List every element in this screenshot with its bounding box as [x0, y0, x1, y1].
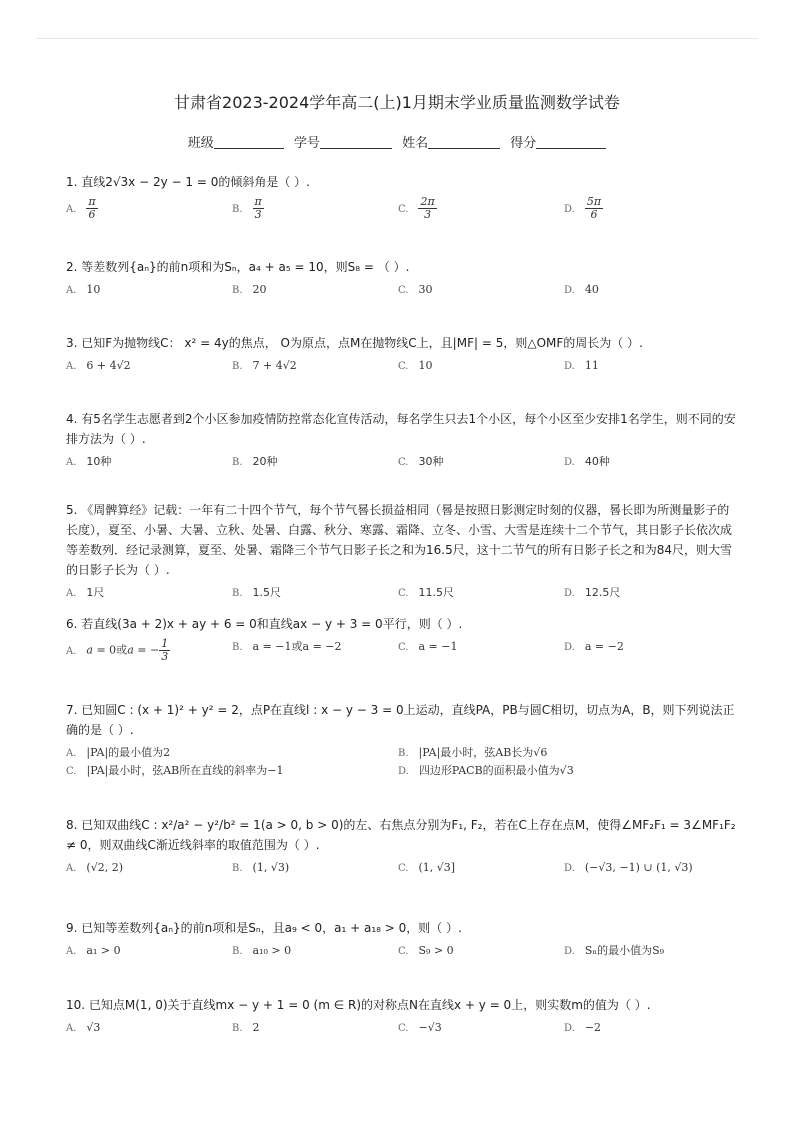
question-stem: 2. 等差数列{aₙ}的前n项和为Sₙ，a₄ + a₅ = 10，则S₈ = （ ）.: [66, 260, 410, 274]
options-row: [66, 859, 736, 879]
option-d[interactable]: D. 40种: [564, 455, 610, 468]
option-c[interactable]: C. $\frac{2\pi}{3}$: [398, 195, 435, 221]
options-row: [66, 942, 736, 962]
option-c[interactable]: C. 30种: [398, 455, 444, 468]
name-blank[interactable]: [428, 148, 500, 149]
option-d[interactable]: D. −2: [564, 1021, 602, 1034]
option-d[interactable]: D. 四边形PACB的面积最小值为√3: [398, 764, 574, 777]
question-7: [66, 700, 736, 784]
option-d[interactable]: D. $\frac{5\pi}{6}$: [564, 195, 602, 221]
option-a[interactable]: A. $\frac{\pi}{6}$: [66, 195, 96, 221]
question-stem: 3. 已知F为抛物线C： x² = 4y的焦点， O为原点，点M在抛物线C上，且|MF| = 5，则△OMF的周长为（ ）.: [66, 336, 643, 350]
question-stem: 10. 已知点M(1, 0)关于直线mx − y + 1 = 0 (m ∈ R)的对称点N在直线x + y = 0上，则实数m的值为（ ）.: [66, 998, 651, 1012]
options-row: [66, 584, 736, 604]
option-a[interactable]: A. 10种: [66, 455, 112, 468]
option-c[interactable]: C. 11.5尺: [398, 586, 454, 599]
option-a[interactable]: A. 10: [66, 283, 101, 296]
option-b[interactable]: B. a = −1或a = −2: [232, 640, 342, 653]
options-grid: [66, 744, 736, 784]
option-b[interactable]: B. 20种: [232, 455, 278, 468]
option-a[interactable]: A. a = 0或a = − $\frac{1}{3}$: [66, 637, 169, 663]
question-stem: 7. 已知圆C : (x + 1)² + y² = 2，点P在直线l : x − y − 3 = 0上运动，直线PA，PB与圆C相切，切点为A，B，则下列说法正确的是（ ）.: [66, 703, 735, 737]
question-stem: 6. 若直线(3a + 2)x + ay + 6 = 0和直线ax − y + 3 = 0平行，则（ ）.: [66, 617, 463, 631]
option-a[interactable]: A. (√2, 2): [66, 861, 123, 874]
option-b[interactable]: B. 1.5尺: [232, 586, 282, 599]
option-c[interactable]: C. |PA|最小时，弦AB所在直线的斜率为−1: [66, 764, 284, 777]
option-d[interactable]: D. a = −2: [564, 640, 624, 653]
option-c[interactable]: C. 10: [398, 359, 433, 372]
option-d[interactable]: D. 40: [564, 283, 599, 296]
options-row: [66, 1019, 736, 1039]
option-a[interactable]: A. |PA|的最小值为2: [66, 746, 171, 759]
question-stem: 8. 已知双曲线C : x²/a² − y²/b² = 1(a > 0, b > 0)的左、右焦点分别为F₁, F₂，若在C上存在点M，使得∠MF₂F₁ = 3∠MF₁F₂ ≠ 0，则双曲线C渐近线斜率的取值范围为（ ）.: [66, 818, 736, 852]
question-stem: 5. 《周髀算经》记载：一年有二十四个节气，每个节气晷长损益相同（晷是按照日影测定时刻的仪器，晷长即为所测量影子的长度），夏至、小暑、大暑、立秋、处暑、白露、秋分、寒露、霜降、立冬、小雪、大雪是连续十二个节气，其日影子长依次成等差数列．经记录测算，夏至、处暑、霜降三个节气日影子长之和为16.5尺，这十二节气的所有日影子长之和为84尺，则大雪的日影子长为（ ）.: [66, 503, 733, 577]
question-9: [66, 918, 736, 962]
class-label: 班级: [187, 136, 214, 151]
question-1: [66, 172, 736, 226]
question-5: [66, 500, 736, 604]
page-title: 甘肃省2023-2024学年高二(上)1月期末学业质量监测数学试卷: [174, 93, 620, 112]
option-d[interactable]: D. Sₙ的最小值为S₉: [564, 944, 665, 957]
options-row: [66, 638, 736, 668]
question-6: [66, 614, 736, 668]
header-rule: [36, 38, 758, 39]
options-row: [66, 357, 736, 377]
question-4: [66, 409, 736, 473]
question-2: [66, 257, 736, 301]
option-b[interactable]: B. 2: [232, 1021, 260, 1034]
question-8: [66, 815, 736, 879]
question-stem: 1. 直线2√3x − 2y − 1 = 0的倾斜角是（ ）.: [66, 175, 310, 189]
option-b[interactable]: B. 7 + 4√2: [232, 359, 297, 372]
option-c[interactable]: C. 30: [398, 283, 433, 296]
options-row: [66, 196, 736, 226]
option-a[interactable]: A. √3: [66, 1021, 101, 1034]
option-b[interactable]: B. |PA|最小时，弦AB长为√6: [398, 746, 548, 759]
class-blank[interactable]: [214, 148, 284, 149]
id-blank[interactable]: [320, 148, 392, 149]
option-a[interactable]: A. a₁ > 0: [66, 944, 121, 957]
name-label: 姓名: [402, 136, 429, 151]
option-c[interactable]: C. a = −1: [398, 640, 458, 653]
option-a[interactable]: A. 1尺: [66, 586, 105, 599]
option-d[interactable]: D. 11: [564, 359, 599, 372]
option-b[interactable]: B. a₁₀ > 0: [232, 944, 292, 957]
score-blank[interactable]: [536, 148, 606, 149]
question-stem: 4. 有5名学生志愿者到2个小区参加疫情防控常态化宣传活动，每名学生只去1个小区，每个小区至少安排1名学生，则不同的安排方法为（ ）.: [66, 412, 736, 446]
option-a[interactable]: A. 6 + 4√2: [66, 359, 131, 372]
question-3: [66, 333, 736, 377]
option-b[interactable]: B. 20: [232, 283, 267, 296]
options-row: [66, 281, 736, 301]
options-row: [66, 453, 736, 473]
id-label: 学号: [293, 136, 320, 151]
question-10: [66, 995, 736, 1039]
student-info-line: [0, 132, 794, 151]
option-b[interactable]: B. (1, √3): [232, 861, 290, 874]
option-d[interactable]: D. 12.5尺: [564, 586, 621, 599]
option-c[interactable]: C. (1, √3]: [398, 861, 456, 874]
score-label: 得分: [510, 136, 537, 151]
option-b[interactable]: B. $\frac{\pi}{3}$: [232, 195, 262, 221]
option-c[interactable]: C. S₉ > 0: [398, 944, 454, 957]
option-d[interactable]: D. (−√3, −1) ∪ (1, √3): [564, 861, 693, 874]
question-stem: 9. 已知等差数列{aₙ}的前n项和是Sₙ，且a₉ < 0，a₁ + a₁₈ > 0，则（ ）.: [66, 921, 462, 935]
option-c[interactable]: C. −√3: [398, 1021, 442, 1034]
